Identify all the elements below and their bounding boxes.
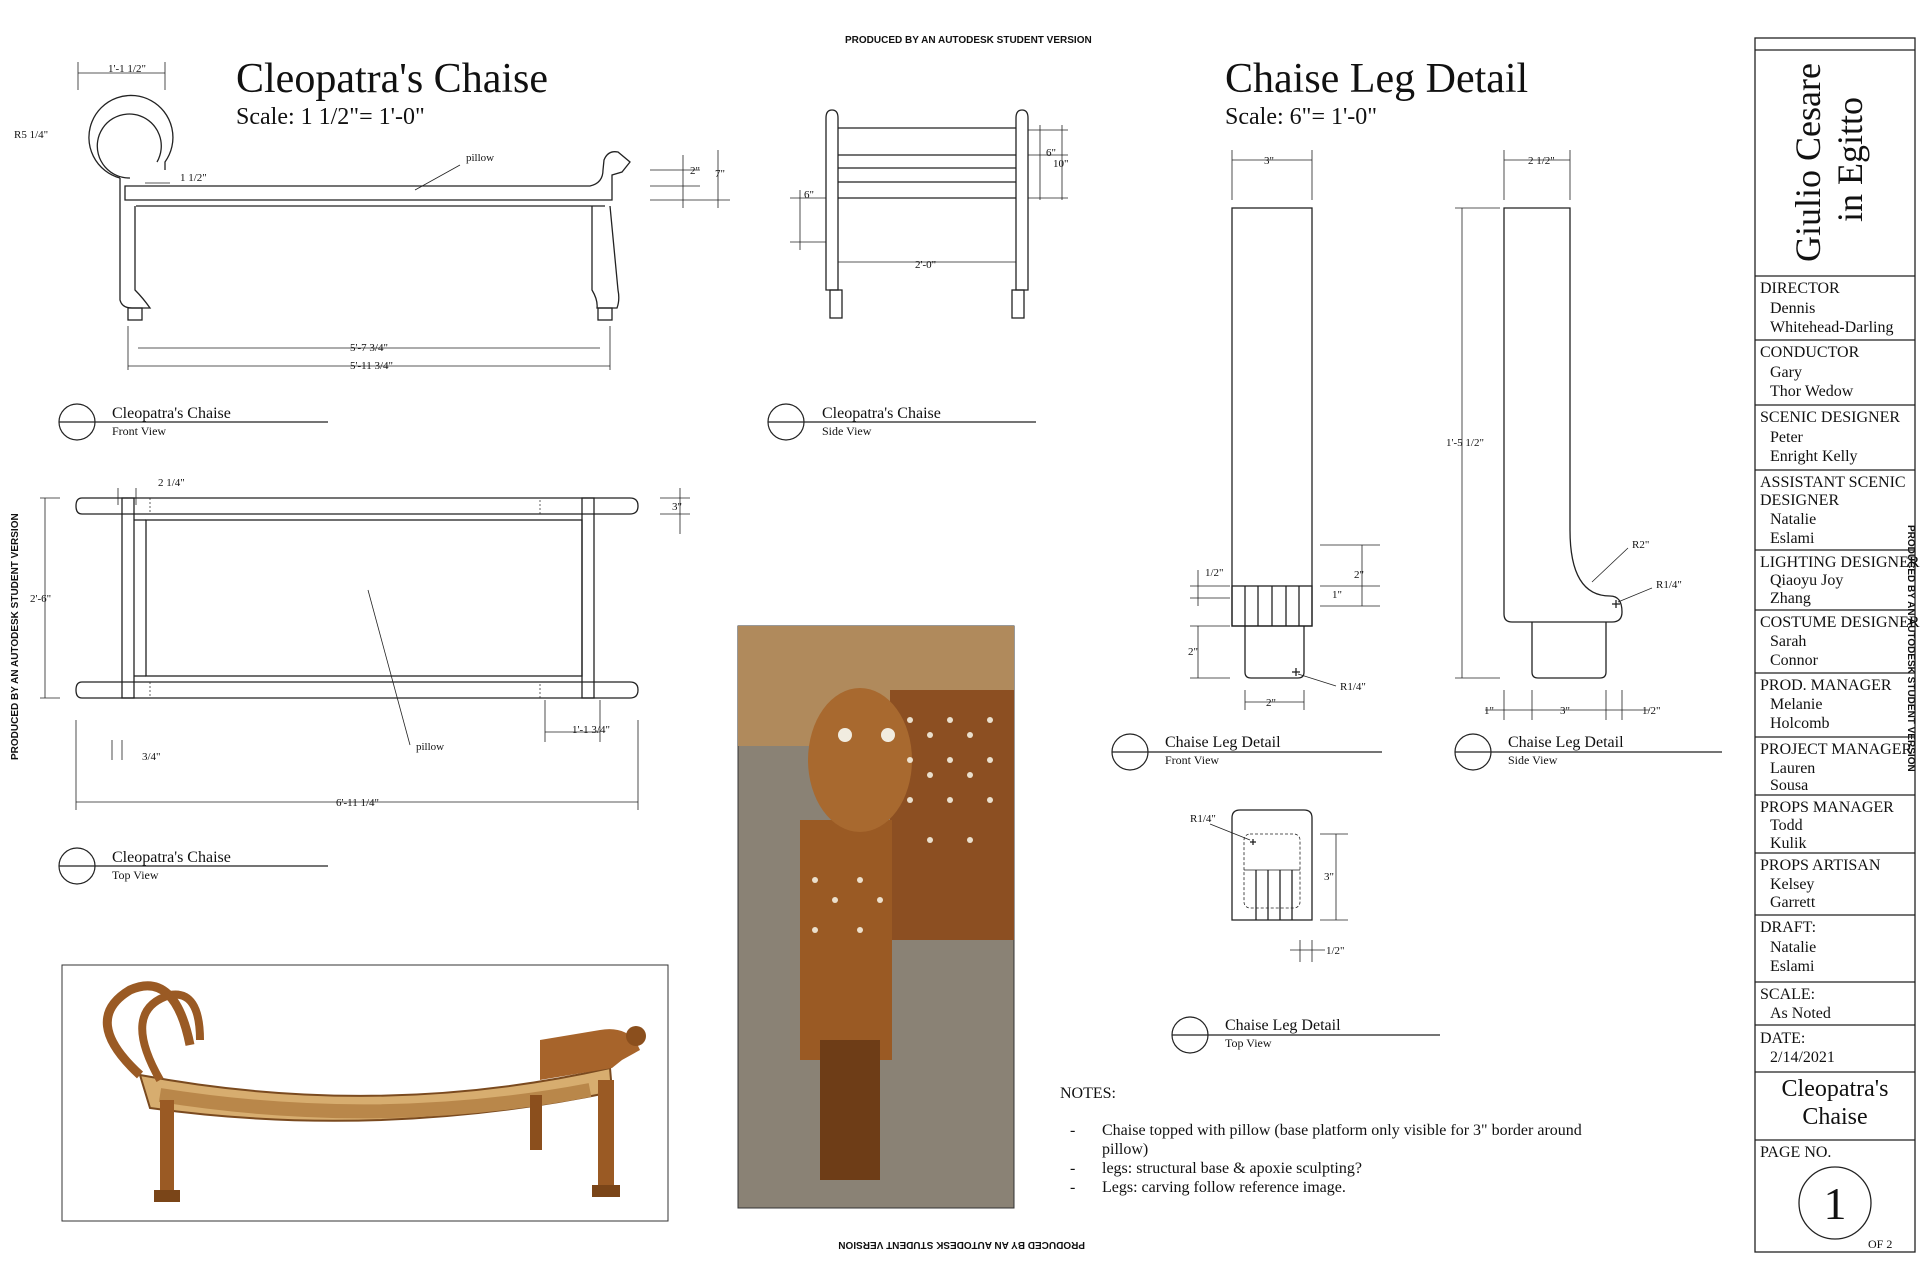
label-pillow-top: pillow <box>416 741 445 753</box>
notes-heading: NOTES: <box>1060 1085 1116 1102</box>
dim-leg-front-2a: 2" <box>1354 569 1364 581</box>
top-view-drawing <box>40 488 690 810</box>
dim-leg-front-2c: 2" <box>1266 697 1276 709</box>
notes-dash-3: - <box>1070 1179 1076 1196</box>
sheet-title-line2: Chaise <box>1802 1104 1868 1130</box>
dim-leg-side-r2: R2" <box>1632 539 1650 551</box>
notes-item-3: Legs: carving follow reference image. <box>1102 1179 1346 1196</box>
dim-front-top-width: 1'-1 1/2" <box>108 63 146 75</box>
dim-leg-side-2h: 2 1/2" <box>1528 155 1555 167</box>
page-of: OF 2 <box>1868 1237 1893 1251</box>
dim-leg-front-r: R1/4" <box>1340 681 1366 693</box>
name-lighting-designer-1: Qiaoyu Joy <box>1770 572 1844 589</box>
name-props-manager-1: Todd <box>1770 817 1803 834</box>
dim-leg-side-1: 1" <box>1484 705 1494 717</box>
autodesk-stamp-top: PRODUCED BY AN AUTODESK STUDENT VERSION <box>845 35 1092 46</box>
dim-front-2: 2" <box>690 165 700 177</box>
name-scenic-designer-1: Peter <box>1770 429 1803 446</box>
reference-photo-chaise <box>62 965 668 1221</box>
sheet-title-line1: Cleopatra's <box>1781 1076 1889 1102</box>
chaise-title: Cleopatra's Chaise <box>236 56 548 102</box>
show-title-line2: in Egitto <box>1830 97 1870 222</box>
name-scenic-designer-2: Enright Kelly <box>1770 448 1858 465</box>
scale-label: SCALE: <box>1760 986 1816 1003</box>
leg-front-view-sub: Front View <box>1165 753 1220 767</box>
role-assistant-scenic: ASSISTANT SCENIC <box>1760 474 1906 491</box>
dim-side-6a: 6" <box>804 189 814 201</box>
name-prod-manager-1: Melanie <box>1770 696 1823 713</box>
leg-detail-scale: Scale: 6"= 1'-0" <box>1225 104 1378 130</box>
name-project-manager-2: Sousa <box>1770 777 1809 794</box>
dim-leg-front-1: 1" <box>1332 589 1342 601</box>
notes-dash-1: - <box>1070 1122 1076 1139</box>
role-director: DIRECTOR <box>1760 280 1840 297</box>
page-number-label: PAGE NO. <box>1760 1144 1832 1161</box>
role-scenic-designer: SCENIC DESIGNER <box>1760 409 1901 426</box>
name-prod-manager-2: Holcomb <box>1770 715 1830 732</box>
date-value: 2/14/2021 <box>1770 1049 1835 1066</box>
role-conductor: CONDUCTOR <box>1760 344 1860 361</box>
chaise-scale: Scale: 1 1/2"= 1'-0" <box>236 104 425 130</box>
dim-side-2ft: 2'-0" <box>915 259 937 271</box>
name-draft-1: Natalie <box>1770 939 1817 956</box>
name-assistant-scenic-1: Natalie <box>1770 511 1817 528</box>
dim-leg-front-2b: 2" <box>1188 646 1198 658</box>
name-props-manager-2: Kulik <box>1770 835 1807 852</box>
dim-leg-side-rq: R1/4" <box>1656 579 1682 591</box>
dim-front-radius: R5 1/4" <box>14 129 49 141</box>
side-view-sub: Side View <box>822 424 872 438</box>
dim-leg-side-half: 1/2" <box>1642 705 1661 717</box>
name-conductor-1: Gary <box>1770 364 1802 381</box>
show-title-line1: Giulio Cesare <box>1788 63 1828 262</box>
dim-leg-top-3: 3" <box>1324 871 1334 883</box>
name-lighting-designer-2: Zhang <box>1770 590 1811 607</box>
dim-leg-front-3: 3" <box>1264 155 1274 167</box>
dim-leg-front-half: 1/2" <box>1205 567 1224 579</box>
front-view-title: Cleopatra's Chaise <box>112 405 231 422</box>
autodesk-stamp-left: PRODUCED BY AN AUTODESK STUDENT VERSION <box>10 513 21 760</box>
leg-detail-title: Chaise Leg Detail <box>1225 56 1529 102</box>
dim-front-overall: 5'-11 3/4" <box>350 360 394 372</box>
role-props-manager: PROPS MANAGER <box>1760 799 1894 816</box>
name-props-artisan-1: Kelsey <box>1770 876 1815 893</box>
name-project-manager-1: Lauren <box>1770 760 1816 777</box>
leg-front-view-title: Chaise Leg Detail <box>1165 734 1281 751</box>
dim-front-inner: 5'-7 3/4" <box>350 342 388 354</box>
dim-leg-top-r: R1/4" <box>1190 813 1216 825</box>
notes-dash-2: - <box>1070 1160 1076 1177</box>
top-view-sub: Top View <box>112 868 159 882</box>
dim-front-half: 1 1/2" <box>180 172 207 184</box>
leg-front-view-drawing <box>1190 150 1380 710</box>
dim-side-10: 10" <box>1053 158 1069 170</box>
leg-top-view-drawing <box>1210 810 1348 962</box>
reference-photo-leg-detail <box>738 626 1014 1208</box>
dim-top-2-6: 2'-6" <box>30 593 52 605</box>
role-draft: DRAFT: <box>1760 919 1817 936</box>
side-view-drawing <box>790 110 1068 318</box>
role-lighting-designer: LIGHTING DESIGNER <box>1760 554 1920 571</box>
name-director-1: Dennis <box>1770 300 1816 317</box>
date-label: DATE: <box>1760 1030 1806 1047</box>
notes-item-1: Chaise topped with pillow (base platform only visible for 3" border around <box>1102 1122 1582 1139</box>
front-view-sub: Front View <box>112 424 167 438</box>
name-props-artisan-2: Garrett <box>1770 894 1816 911</box>
leg-side-view-sub: Side View <box>1508 753 1558 767</box>
dim-top-1-1-3q: 1'-1 3/4" <box>572 724 610 736</box>
role-assistant-scenic-2: DESIGNER <box>1760 492 1840 509</box>
leg-side-view-drawing <box>1455 150 1652 720</box>
leg-top-view-sub: Top View <box>1225 1036 1272 1050</box>
role-project-manager: PROJECT MANAGER <box>1760 741 1913 758</box>
page-number: 1 <box>1823 1178 1847 1229</box>
dim-top-3q: 3/4" <box>142 751 161 763</box>
side-view-title: Cleopatra's Chaise <box>822 405 941 422</box>
dim-front-7: 7" <box>715 168 725 180</box>
name-director-2: Whitehead-Darling <box>1770 319 1894 336</box>
dim-leg-side-3: 3" <box>1560 705 1570 717</box>
autodesk-stamp-right: PRODUCED BY AN AUTODESK STUDENT VERSION <box>1905 525 1916 772</box>
role-costume-designer: COSTUME DESIGNER <box>1760 614 1920 631</box>
dim-leg-top-half: 1/2" <box>1326 945 1345 957</box>
name-conductor-2: Thor Wedow <box>1770 383 1854 400</box>
label-pillow-front: pillow <box>466 152 495 164</box>
notes-item-1-cont: pillow) <box>1102 1141 1149 1158</box>
dim-top-3: 3" <box>672 501 682 513</box>
dim-side-6b: 6" <box>1046 147 1056 159</box>
dim-top-2q: 2 1/4" <box>158 477 185 489</box>
dim-top-overall: 6'-11 1/4" <box>336 797 380 809</box>
leg-top-view-title: Chaise Leg Detail <box>1225 1017 1341 1034</box>
role-prod-manager: PROD. MANAGER <box>1760 677 1892 694</box>
notes-item-2: legs: structural base & apoxie sculpting? <box>1102 1160 1362 1177</box>
autodesk-stamp-bottom: PRODUCED BY AN AUTODESK STUDENT VERSION <box>838 1239 1085 1250</box>
top-view-title: Cleopatra's Chaise <box>112 849 231 866</box>
leg-side-view-title: Chaise Leg Detail <box>1508 734 1624 751</box>
name-assistant-scenic-2: Eslami <box>1770 530 1815 547</box>
name-costume-designer-2: Connor <box>1770 652 1818 669</box>
scale-value: As Noted <box>1770 1005 1831 1022</box>
role-props-artisan: PROPS ARTISAN <box>1760 857 1881 874</box>
dim-leg-side-height: 1'-5 1/2" <box>1446 437 1484 449</box>
name-draft-2: Eslami <box>1770 958 1815 975</box>
name-costume-designer-1: Sarah <box>1770 633 1807 650</box>
